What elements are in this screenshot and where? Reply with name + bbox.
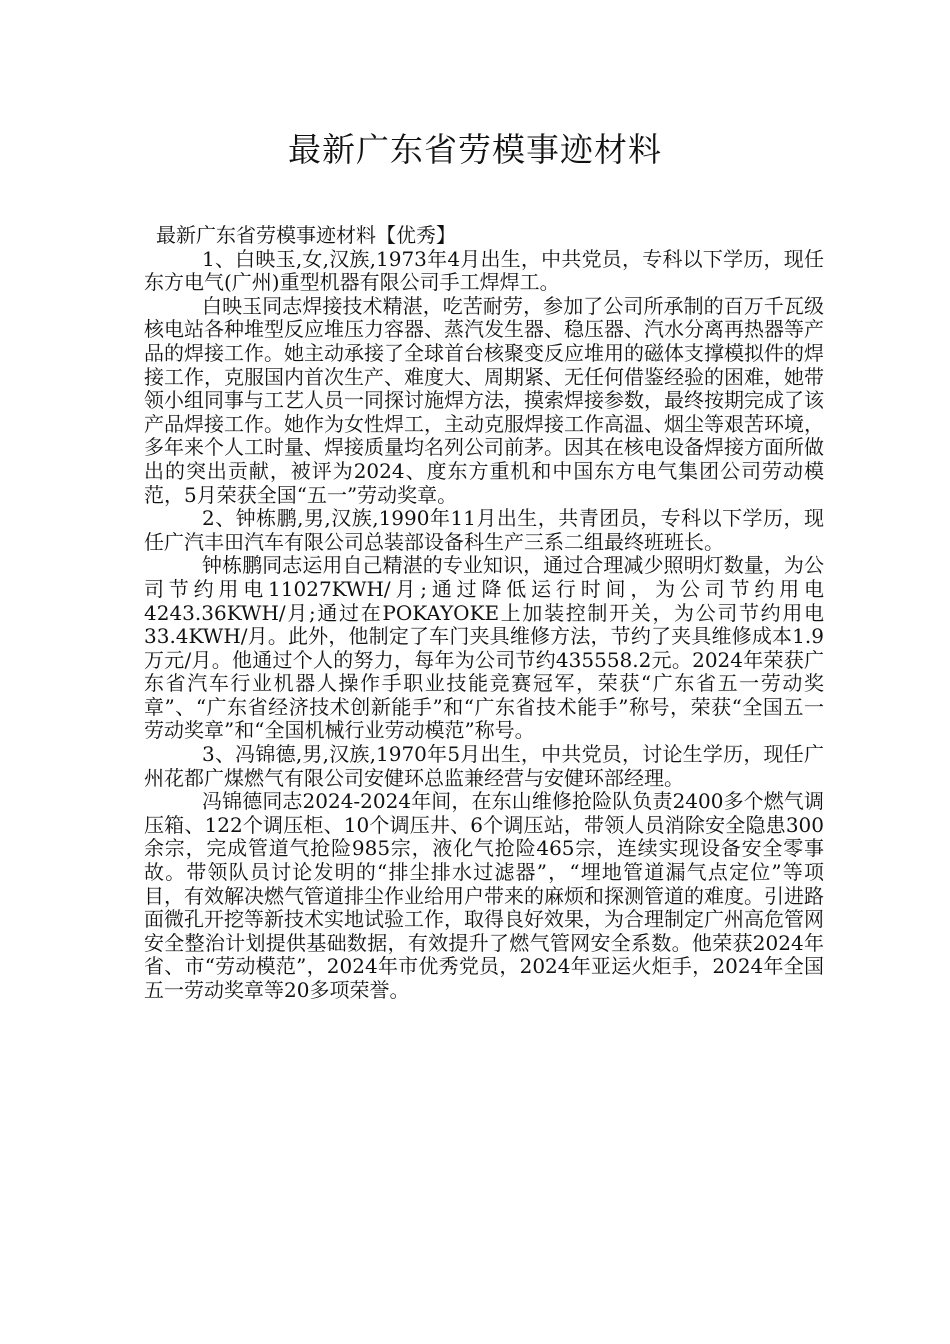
paragraph-person-1-deeds: 白映玉同志焊接技术精湛，吃苦耐劳，参加了公司所承制的百万千瓦级核电站各种堆型反应堆压力容器、蒸汽发生器、稳压器、汽水分离再热器等产品的焊接工作。她主动承接了全球首台核聚变反应堆用的磁体支撑模拟件的焊接工作，克服国内首次生产、难度大、周期紧、无任何借鉴经验的困难，她带领小组同事与工艺人员一同探讨施焊方法，摸索焊接参数，最终按期完成了该产品焊接工作。她作为女性焊工，主动克服焊接工作高温、烟尘等艰苦环境，多年来个人工时量、焊接质量均名列公司前茅。因其在核电设备焊接方面所做出的突出贡献，被评为2024、度东方重机和中国东方电气集团公司劳动模范，5月荣获全国“五一”劳动奖章。 [144,293,824,507]
document-title: 最新广东省劳模事迹材料 [288,130,662,169]
paragraph-person-1-intro: 1、白映玉,女,汉族,1973年4月出生，中共党员，专科以下学历，现任东方电气(广州)重型机器有限公司手工焊焊工。 [144,246,824,295]
document-body [144,224,824,1003]
paragraph-person-2-deeds: 钟栋鹏同志运用自己精湛的专业知识，通过合理减少照明灯数量，为公司节约用电11027KWH/月;通过降低运行时间，为公司节约用电4243.36KWH/月;通过在POKAYOKE上加装控制开关，为公司节约用电33.4KWH/月。此外，他制定了车门夹具维修方法，节约了夹具维修成本1.9万元/月。他通过个人的努力，每年为公司节约435558.2元。2024年荣获广东省汽车行业机器人操作手职业技能竞赛冠军，荣获“广东省五一劳动奖章”、“广东省经济技术创新能手”和“广东省技术能手”称号，荣获“全国五一劳动奖章”和“全国机械行业劳动模范”称号。 [144,553,824,743]
paragraph-person-2-intro: 2、钟栋鹏,男,汉族,1990年11月出生，共青团员，专科以下学历，现任广汽丰田汽车有限公司总装部设备科生产三系二组最终班班长。 [144,506,824,554]
document-subheading: 最新广东省劳模事迹材料【优秀】 [156,223,456,247]
paragraph-person-3-intro: 3、冯锦德,男,汉族,1970年5月出生，中共党员，讨论生学历，现任广州花都广煤燃气有限公司安健环总监兼经营与安健环部经理。 [144,742,824,790]
paragraph-person-3-deeds: 冯锦德同志2024-2024年间，在东山维修抢险队负责2400多个燃气调压箱、122个调压柜、10个调压井、6个调压站，带领人员消除安全隐患300余宗，完成管道气抢险985宗，液化气抢险465宗，连续实现设备安全零事故。带领队员讨论发明的“排尘排水过滤器”，“埋地管道漏气点定位”等项目，有效解决燃气管道排尘作业给用户带来的麻烦和探测管道的难度。引进路面微孔开挖等新技术实地试验工作，取得良好效果，为合理制定广州高危管网安全整治计划提供基础数据，有效提升了燃气管网安全系数。他荣获2024年省、市“劳动模范”，2024年市优秀党员，2024年亚运火炬手，2024年全国五一劳动奖章等20多项荣誉。 [144,789,824,1002]
